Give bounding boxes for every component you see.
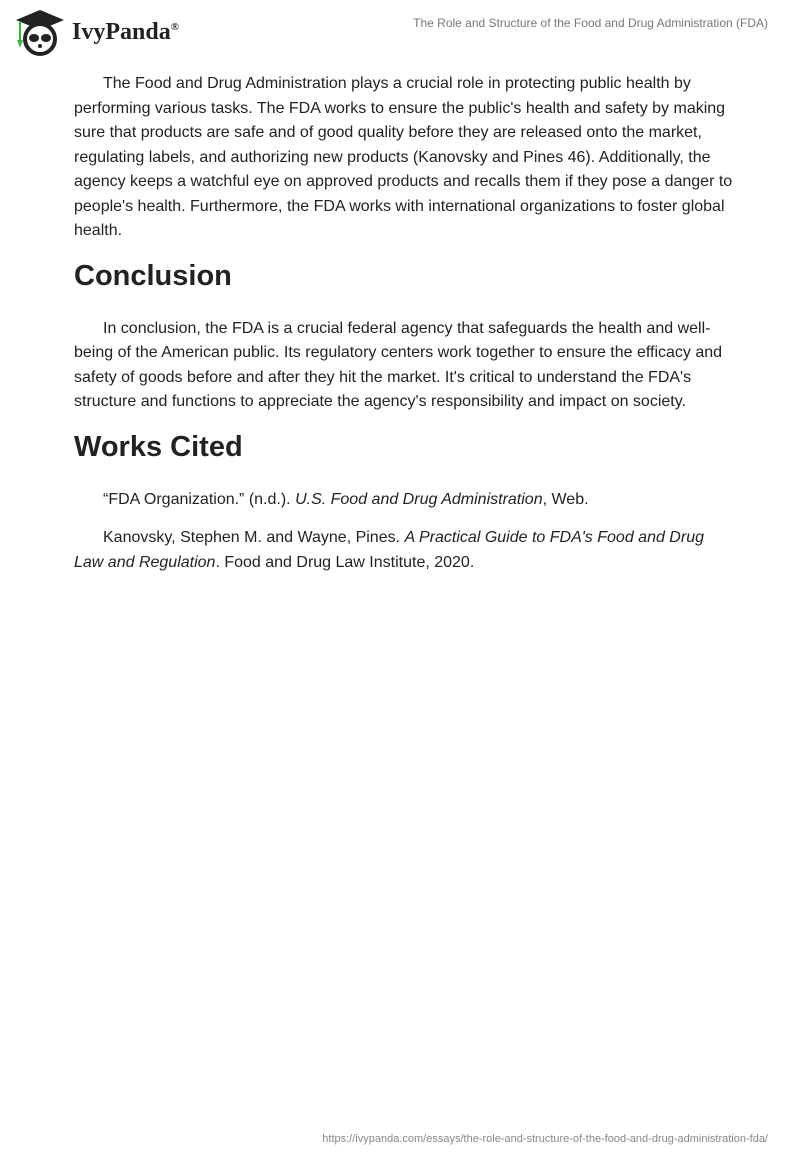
conclusion-paragraph: In conclusion, the FDA is a crucial federal agency that safeguards the health and well-being of the American public. Its regulatory centers work together to ensure the efficacy and safety of goods before and after they hit the market. It's critical to understand the FDA's structure and functions to appreciate the agency's responsibility and impact on society.: [74, 319, 723, 410]
logo-text: IvyPanda: [72, 18, 171, 45]
footer-url[interactable]: https://ivypanda.com/essays/the-role-and-structure-of-the-food-and-drug-administration-fda/: [322, 1133, 768, 1145]
panda-graduate-icon: [14, 8, 66, 56]
intro-paragraph: The Food and Drug Administration plays a crucial role in protecting public health by performing various tasks. The FDA works to ensure the public's health and safety by making sure that products are safe and of good quality before they are released onto the market, regulating labels, and authorizing new products (Kanovsky and Pines 46). Additionally, the agency keeps a watchful eye on approved products and recalls them if they pose a danger to people's health. Furthermore, the FDA works with international organizations to foster global health.: [74, 75, 733, 239]
citation-source: A Practical Guide to FDA's Food and Drug Law and Regulation: [74, 529, 704, 571]
registered-mark: ®: [170, 20, 179, 33]
citation-text: “FDA Organization.” (n.d.).: [103, 490, 296, 508]
citation-text: , Web.: [542, 490, 589, 508]
citation-text: . Food and Drug Law Institute, 2020.: [215, 553, 475, 571]
essay-content: [74, 72, 734, 589]
citation: [74, 488, 734, 513]
conclusion-heading: Conclusion: [74, 259, 232, 292]
works-cited-heading: Works Cited: [74, 430, 243, 463]
header-title: The Role and Structure of the Food and Drug Administration (FDA): [413, 16, 768, 30]
citation-text: Kanovsky, Stephen M. and Wayne, Pines.: [103, 529, 405, 546]
citation: [74, 526, 734, 575]
ivypanda-logo[interactable]: [14, 8, 179, 56]
citation-source: U.S. Food and Drug Administration: [295, 490, 543, 508]
